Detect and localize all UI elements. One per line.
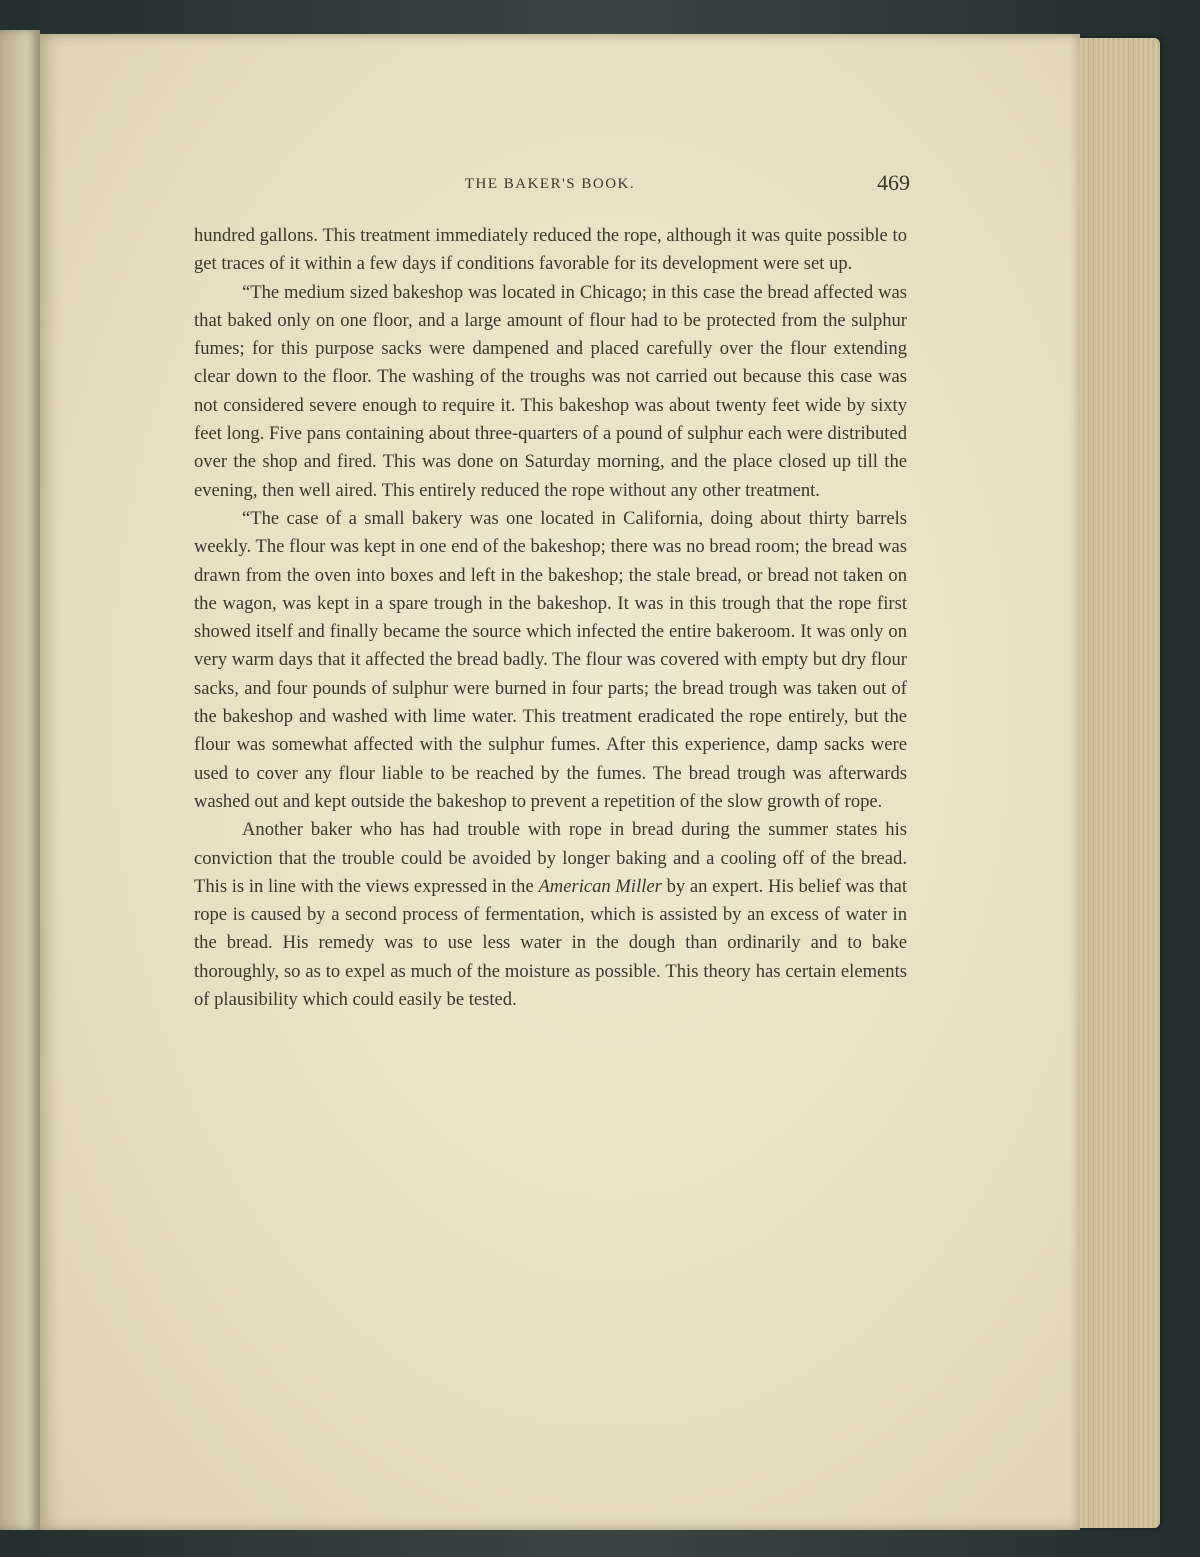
paragraph-3: “The case of a small bakery was one located in California, doing about thirty barrels weekly. The flour was kept in one end of the bakeshop; there was no bread room; the bread was drawn from the oven into boxes and left in the bakeshop; the stale bread, or bread not taken on the wagon, was kept in a spare trough in the bakeshop. It was in this trough that the rope first showed itself and finally became the source which infected the entire bakeroom. It was only on very warm days that it affected the bread badly. The flour was covered with empty but dry flour sacks, and four pounds of sulphur were burned in four parts; the bread trough was taken out of the bakeshop and washed with lime water. This treatment eradicated the rope entirely, but the flour was somewhat affected with the sulphur fumes. After this experience, damp sacks were used to cover any flour liable to be reached by the fumes. The bread trough was afterwards washed out and kept outside the bakeshop to prevent a repetition of the slow growth of rope. xyxy=(194,507,907,812)
paragraph-4-text-a: Another baker who has had trouble with rope in bread during the summer states his conviction that the trouble could be avoided by longer baking and a cooling off of the bread. This is in line with the views expressed in the xyxy=(194,819,907,897)
facing-page-edge xyxy=(0,30,40,1530)
paragraph-4-text-b: by an expert. His belief was that rope is caused by a second process of fermentation, which is assisted by an excess of water in the bread. His remedy was to use less water in the dough than ordinarily and to bake thoroughly, so as to expel as much of the moisture as possible. This theory has certain elements of plausibility which could easily be tested. xyxy=(194,875,907,1011)
running-head xyxy=(190,170,910,200)
paragraph-2: “The medium sized bakeshop was located in Chicago; in this case the bread affected was that baked only on one floor, and a large amount of flour had to be protected from the sulphur fumes; for this purpose sacks were dampened and placed carefully over the flour extending clear down to the floor. The washing of the troughs was not carried out because this case was not considered severe enough to require it. This bakeshop was about twenty feet wide by sixty feet long. Five pans containing about three-quarters of a pound of sulphur each were distributed over the shop and fired. This was done on Saturday morning, and the place closed up till the evening, then well aired. This entirely reduced the rope without any other treatment. xyxy=(194,281,907,501)
body-text xyxy=(194,222,907,1014)
paragraph-1: hundred gallons. This treatment immediately reduced the rope, although it was quite possible to get traces of it within a few days if conditions favorable for its development were set up. xyxy=(194,225,907,275)
paragraph-4 xyxy=(194,816,907,1014)
publication-title: American Miller xyxy=(538,875,662,897)
running-title: THE BAKER'S BOOK. xyxy=(464,176,636,192)
page-number: 469 xyxy=(877,170,910,195)
